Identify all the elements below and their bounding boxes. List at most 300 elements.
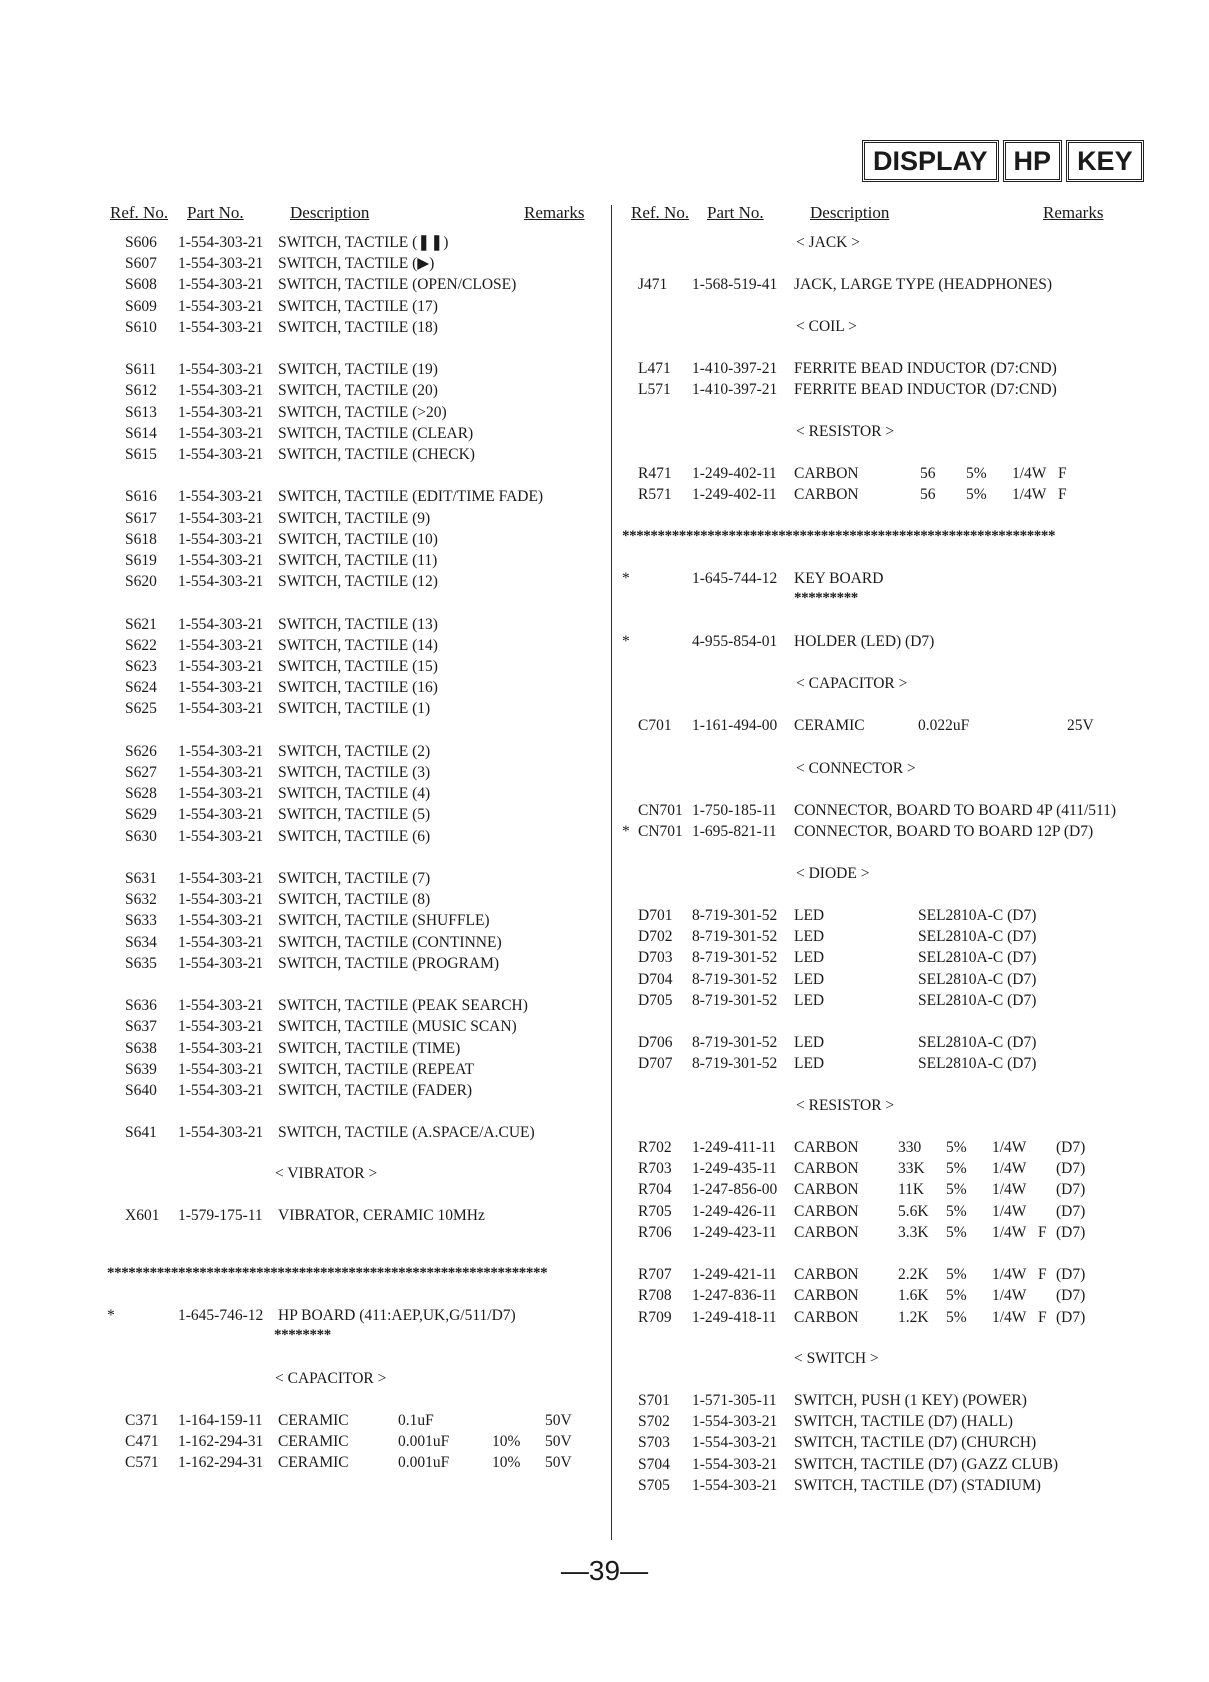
value: 5.6K (898, 1202, 929, 1220)
description: SWITCH, TACTILE (15) (278, 658, 438, 675)
value: 0.001uF (398, 1433, 450, 1451)
description: SWITCH, TACTILE (16) (278, 679, 438, 697)
ref-no: L471 (638, 360, 671, 377)
ref-no: CN701 (638, 823, 683, 841)
part-no: 1-249-402-11 (692, 486, 777, 504)
wattage: 1/4W (1012, 486, 1047, 504)
description: SWITCH, TACTILE (TIME) (278, 1039, 461, 1057)
wattage: 1/4W (992, 1287, 1027, 1305)
description: SWITCH, TACTILE (10) (278, 530, 438, 548)
ref-no: S621 (125, 615, 157, 633)
jack-heading: < JACK > (796, 234, 860, 251)
ref-no: S630 (125, 827, 157, 845)
resistor-heading-2: < RESISTOR > (796, 1097, 895, 1114)
description: SWITCH, TACTILE (>20) (278, 403, 447, 421)
part-no: 1-554-303-21 (178, 1018, 264, 1036)
description: HOLDER (LED) (D7) (794, 633, 935, 650)
part-no: 1-750-185-11 (692, 802, 777, 819)
description: SWITCH, TACTILE (18) (278, 318, 438, 336)
description: CONNECTOR, BOARD TO BOARD 4P (411/511) (794, 802, 1117, 819)
part-no: 1-645-746-12 (178, 1307, 264, 1324)
value: 33K (898, 1160, 925, 1178)
section-tabs (862, 140, 1144, 182)
part-no: 1-554-303-21 (178, 276, 264, 294)
description: SWITCH, TACTILE (1) (278, 700, 431, 718)
ref-no: C371 (125, 1412, 159, 1429)
ref-no: S624 (125, 679, 157, 697)
description: CARBON (794, 1287, 859, 1305)
part-no: 1-554-303-21 (178, 1060, 264, 1078)
connector-heading: < CONNECTOR > (796, 760, 916, 777)
separator-stars: ************************************************************** (107, 1265, 548, 1281)
part-no: 1-554-303-21 (692, 1413, 778, 1431)
description: SWITCH, TACTILE (D7) (GAZZ CLUB) (794, 1455, 1059, 1473)
part-no: 8-719-301-52 (692, 949, 778, 967)
part-no: 8-719-301-52 (692, 907, 778, 924)
diode-heading: < DIODE > (796, 865, 870, 882)
description: HP BOARD (411:AEP,UK,G/511/D7) (278, 1307, 516, 1324)
page-number: —39— (560, 1555, 649, 1586)
board-underline: ******** (274, 1327, 331, 1343)
description: JACK, LARGE TYPE (HEADPHONES) (794, 276, 1053, 293)
description: SWITCH, TACTILE (11) (278, 552, 438, 569)
part-no: 1-554-303-21 (178, 997, 264, 1015)
ref-no: R706 (638, 1223, 672, 1241)
header-part-left: Part No. (187, 203, 244, 222)
wattage: 1/4W (992, 1223, 1027, 1241)
description: SWITCH, TACTILE (MUSIC SCAN) (278, 1018, 517, 1036)
value: 0.1uF (398, 1412, 434, 1429)
ref-no: D707 (638, 1055, 673, 1073)
tolerance: 5% (966, 486, 987, 504)
flag: F (1058, 486, 1067, 504)
description: LED (794, 928, 825, 946)
header-desc-left: Description (290, 203, 370, 222)
part-no: 1-249-402-11 (692, 465, 777, 482)
description: SWITCH, TACTILE (D7) (CHURCH) (794, 1434, 1037, 1452)
tolerance: 5% (946, 1181, 967, 1199)
remarks: SEL2810A-C (D7) (918, 1055, 1037, 1073)
header-ref-left: Ref. No. (110, 203, 169, 222)
ref-no: S608 (125, 276, 157, 294)
ref-no: R708 (638, 1287, 672, 1305)
part-no: 1-554-303-21 (178, 615, 264, 633)
vibrator-heading: < VIBRATOR > (275, 1165, 378, 1182)
part-no: 1-554-303-21 (178, 806, 264, 824)
capacitor-heading: < CAPACITOR > (275, 1370, 387, 1387)
part-no: 1-554-303-21 (178, 552, 264, 569)
part-no: 8-719-301-52 (692, 1034, 778, 1052)
ref-no: D705 (638, 991, 673, 1009)
part-no: 1-554-303-21 (178, 742, 264, 760)
description: SWITCH, TACTILE (20) (278, 382, 438, 400)
remarks: SEL2810A-C (D7) (918, 970, 1037, 988)
ref-no: R571 (638, 486, 672, 504)
part-no: 1-554-303-21 (178, 234, 264, 251)
ref-no: S635 (125, 954, 157, 972)
description: SWITCH, TACTILE (4) (278, 785, 431, 803)
ref-no: CN701 (638, 802, 683, 819)
asterisk-mark: * (622, 570, 630, 587)
voltage: 50V (545, 1412, 572, 1429)
ref-no: S609 (125, 297, 157, 315)
part-no: 8-719-301-52 (692, 991, 778, 1009)
ref-no: S639 (125, 1060, 157, 1078)
description: SWITCH, TACTILE (▶) (278, 255, 435, 273)
ref-no: S619 (125, 552, 157, 569)
wattage: 1/4W (1012, 465, 1047, 482)
part-no: 1-554-303-21 (692, 1434, 778, 1452)
description: FERRITE BEAD INDUCTOR (D7:CND) (794, 381, 1057, 399)
description: SWITCH, TACTILE (A.SPACE/A.CUE) (278, 1124, 535, 1142)
ref-no: S614 (125, 424, 157, 442)
value: 0.022uF (918, 717, 970, 734)
resistor-heading: < RESISTOR > (796, 423, 895, 440)
ref-no: D703 (638, 949, 673, 967)
remarks: (D7) (1056, 1160, 1086, 1178)
description: SWITCH, TACTILE (CLEAR) (278, 424, 474, 442)
part-no: 8-719-301-52 (692, 1055, 778, 1073)
ref-no: S631 (125, 870, 157, 887)
ref-no: D706 (638, 1034, 673, 1052)
part-no: 1-249-421-11 (692, 1266, 777, 1284)
description: CARBON (794, 1202, 859, 1220)
description: SWITCH, TACTILE (REPEAT (278, 1060, 475, 1078)
part-no: 1-554-303-21 (178, 424, 264, 442)
description: SWITCH, TACTILE (EDIT/TIME FADE) (278, 488, 544, 506)
part-no: 1-247-836-11 (692, 1287, 777, 1305)
description: SWITCH, TACTILE (13) (278, 615, 438, 633)
asterisk-mark: * (622, 633, 630, 650)
description: CONNECTOR, BOARD TO BOARD 12P (D7) (794, 823, 1094, 841)
description: SWITCH, TACTILE (2) (278, 742, 431, 760)
value: 0.001uF (398, 1454, 450, 1472)
description: CARBON (794, 1181, 859, 1199)
description: CERAMIC (794, 717, 865, 734)
description: CARBON (794, 1308, 859, 1326)
tab-hp: HP (1003, 140, 1063, 182)
part-no: 1-249-418-11 (692, 1308, 777, 1326)
part-no: 1-554-303-21 (178, 912, 264, 930)
description: SWITCH, TACTILE (12) (278, 573, 438, 591)
tolerance: 5% (946, 1308, 967, 1326)
description: SWITCH, TACTILE (SHUFFLE) (278, 912, 490, 930)
description: KEY BOARD (794, 570, 884, 587)
ref-no: S615 (125, 446, 157, 463)
ref-no: S622 (125, 636, 157, 654)
ref-no: S613 (125, 403, 157, 421)
description: SWITCH, TACTILE (8) (278, 891, 431, 909)
ref-no: S640 (125, 1082, 157, 1099)
description: CARBON (794, 486, 859, 504)
part-no: 1-554-303-21 (692, 1455, 778, 1473)
switch-heading: < SWITCH > (794, 1350, 879, 1367)
flag: F (1058, 465, 1067, 482)
description: SWITCH, TACTILE (❚❚) (278, 234, 449, 251)
part-no: 1-571-305-11 (692, 1392, 777, 1409)
description: LED (794, 991, 825, 1009)
description: LED (794, 907, 825, 924)
part-no: 1-554-303-21 (178, 764, 264, 781)
description: CARBON (794, 1223, 859, 1241)
description: FERRITE BEAD INDUCTOR (D7:CND) (794, 360, 1057, 377)
value: 56 (920, 465, 936, 482)
ref-no: S627 (125, 764, 157, 781)
ref-no: X601 (125, 1207, 160, 1224)
description: SWITCH, TACTILE (9) (278, 509, 431, 527)
tolerance: 5% (946, 1287, 967, 1305)
wattage: 1/4W (992, 1266, 1027, 1284)
description: CARBON (794, 465, 859, 482)
tolerance: 5% (946, 1139, 967, 1156)
part-no: 1-554-303-21 (178, 1124, 264, 1142)
ref-no: S702 (638, 1413, 670, 1431)
ref-no: S625 (125, 700, 157, 718)
wattage: 1/4W (992, 1160, 1027, 1178)
part-no: 1-554-303-21 (178, 488, 264, 506)
part-no: 1-695-821-11 (692, 823, 777, 841)
part-no: 1-554-303-21 (178, 870, 264, 887)
description: SWITCH, TACTILE (7) (278, 870, 431, 887)
part-no: 1-410-397-21 (692, 381, 778, 399)
header-remarks-left: Remarks (524, 203, 585, 222)
column-divider (611, 205, 612, 1540)
description: SWITCH, TACTILE (17) (278, 297, 438, 315)
ref-no: S606 (125, 234, 157, 251)
tolerance: 5% (946, 1160, 967, 1178)
ref-no: S701 (638, 1392, 670, 1409)
ref-no: S628 (125, 785, 157, 803)
asterisk-mark: * (107, 1307, 115, 1324)
part-no: 1-554-303-21 (178, 573, 264, 591)
remarks: SEL2810A-C (D7) (918, 1034, 1037, 1052)
value: 330 (898, 1139, 922, 1156)
part-no: 1-554-303-21 (178, 318, 264, 336)
part-no: 1-554-303-21 (178, 530, 264, 548)
part-no: 1-554-303-21 (178, 785, 264, 803)
description: CARBON (794, 1266, 859, 1284)
remarks: (D7) (1056, 1287, 1086, 1305)
description: SWITCH, TACTILE (OPEN/CLOSE) (278, 276, 517, 294)
description: CARBON (794, 1139, 859, 1156)
ref-no: R705 (638, 1202, 672, 1220)
part-no: 1-554-303-21 (178, 361, 264, 379)
ref-no: R709 (638, 1308, 672, 1326)
part-no: 8-719-301-52 (692, 928, 778, 946)
ref-no: S607 (125, 255, 157, 273)
description: SWITCH, TACTILE (D7) (STADIUM) (794, 1476, 1041, 1494)
part-no: 1-162-294-31 (178, 1454, 264, 1472)
voltage: 50V (545, 1433, 572, 1451)
asterisk-mark: * (622, 823, 630, 841)
tolerance: 5% (946, 1266, 967, 1284)
ref-no: S618 (125, 530, 157, 548)
voltage: 50V (545, 1454, 572, 1472)
remarks: (D7) (1056, 1139, 1086, 1156)
part-no: 4-955-854-01 (692, 633, 778, 650)
ref-no: S638 (125, 1039, 157, 1057)
part-no: 1-161-494-00 (692, 717, 778, 734)
ref-no: C571 (125, 1454, 159, 1472)
flag: F (1038, 1308, 1047, 1326)
wattage: 1/4W (992, 1308, 1027, 1326)
ref-no: C471 (125, 1433, 159, 1451)
part-no: 1-554-303-21 (178, 446, 264, 463)
description: SWITCH, TACTILE (FADER) (278, 1082, 473, 1099)
tolerance: 10% (492, 1454, 521, 1472)
description: SWITCH, TACTILE (CHECK) (278, 446, 475, 463)
description: CERAMIC (278, 1454, 349, 1472)
part-no: 1-554-303-21 (178, 658, 264, 675)
tolerance: 5% (966, 465, 987, 482)
header-ref-right: Ref. No. (631, 203, 690, 222)
ref-no: S612 (125, 382, 157, 400)
value: 1.2K (898, 1308, 929, 1326)
flag: F (1038, 1266, 1047, 1284)
description: VIBRATOR, CERAMIC 10MHz (278, 1207, 485, 1224)
key-board-underline: ********* (794, 590, 858, 606)
coil-heading: < COIL > (796, 318, 857, 335)
ref-no: R471 (638, 465, 672, 482)
description: SWITCH, TACTILE (19) (278, 361, 438, 379)
part-no: 1-554-303-21 (178, 403, 264, 421)
wattage: 1/4W (992, 1202, 1027, 1220)
part-no: 1-579-175-11 (178, 1207, 263, 1224)
ref-no: D701 (638, 907, 673, 924)
part-no: 1-249-426-11 (692, 1202, 777, 1220)
ref-no: S704 (638, 1455, 670, 1473)
remarks: (D7) (1056, 1266, 1086, 1284)
description: LED (794, 970, 825, 988)
part-no: 1-554-303-21 (178, 509, 264, 527)
description: SWITCH, TACTILE (PEAK SEARCH) (278, 997, 528, 1015)
ref-no: R704 (638, 1181, 672, 1199)
capacitor-heading: < CAPACITOR > (796, 675, 908, 692)
part-no: 1-247-856-00 (692, 1181, 778, 1199)
description: SWITCH, TACTILE (14) (278, 636, 438, 654)
header-part-right: Part No. (707, 203, 764, 222)
part-no: 1-645-744-12 (692, 570, 778, 587)
description: LED (794, 949, 825, 967)
tolerance: 10% (492, 1433, 521, 1451)
tab-key: KEY (1066, 140, 1144, 182)
part-no: 1-554-303-21 (178, 1082, 264, 1099)
ref-no: S636 (125, 997, 157, 1015)
description: SWITCH, TACTILE (3) (278, 764, 431, 781)
part-no: 1-249-435-11 (692, 1160, 777, 1178)
ref-no: S633 (125, 912, 157, 930)
tolerance: 5% (946, 1202, 967, 1220)
ref-no: S626 (125, 742, 157, 760)
ref-no: D704 (638, 970, 673, 988)
description: SWITCH, PUSH (1 KEY) (POWER) (794, 1392, 1027, 1409)
value: 11K (898, 1181, 925, 1199)
ref-no: J471 (638, 276, 668, 293)
ref-no: S616 (125, 488, 157, 506)
ref-no: S611 (125, 361, 157, 379)
remarks: (D7) (1056, 1202, 1086, 1220)
part-no: 1-554-303-21 (178, 679, 264, 697)
ref-no: R702 (638, 1139, 672, 1156)
ref-no: R707 (638, 1266, 672, 1284)
part-no: 1-554-303-21 (692, 1476, 778, 1494)
tolerance: 5% (946, 1223, 967, 1241)
header-desc-right: Description (810, 203, 890, 222)
ref-no: S617 (125, 509, 157, 527)
remarks: (D7) (1056, 1223, 1086, 1241)
ref-no: R703 (638, 1160, 672, 1178)
part-no: 1-554-303-21 (178, 1039, 264, 1057)
part-no: 1-554-303-21 (178, 954, 264, 972)
remarks: SEL2810A-C (D7) (918, 991, 1037, 1009)
description: SWITCH, TACTILE (PROGRAM) (278, 954, 500, 972)
ref-no: S703 (638, 1434, 670, 1452)
part-no: 1-554-303-21 (178, 297, 264, 315)
ref-no: S629 (125, 806, 157, 824)
wattage: 1/4W (992, 1139, 1027, 1156)
part-no: 1-568-519-41 (692, 276, 778, 293)
ref-no: S620 (125, 573, 157, 591)
tab-display: DISPLAY (862, 140, 999, 182)
remarks: SEL2810A-C (D7) (918, 928, 1037, 946)
ref-no: S610 (125, 318, 157, 336)
part-no: 1-410-397-21 (692, 360, 778, 377)
description: CARBON (794, 1160, 859, 1178)
remarks: SEL2810A-C (D7) (918, 907, 1037, 924)
wattage: 1/4W (992, 1181, 1027, 1199)
part-no: 1-249-423-11 (692, 1223, 777, 1241)
part-no: 1-249-411-11 (692, 1139, 777, 1156)
part-no: 1-162-294-31 (178, 1433, 264, 1451)
ref-no: S637 (125, 1018, 157, 1036)
remarks: (D7) (1056, 1181, 1086, 1199)
part-no: 1-164-159-11 (178, 1412, 263, 1429)
header-remarks-right: Remarks (1043, 203, 1104, 222)
ref-no: C701 (638, 717, 672, 734)
part-no: 1-554-303-21 (178, 700, 264, 718)
part-no: 1-554-303-21 (178, 382, 264, 400)
part-no: 8-719-301-52 (692, 970, 778, 988)
description: LED (794, 1034, 825, 1052)
description: CERAMIC (278, 1412, 349, 1429)
remarks: SEL2810A-C (D7) (918, 949, 1037, 967)
part-no: 1-554-303-21 (178, 933, 264, 951)
ref-no: D702 (638, 928, 673, 946)
ref-no: S623 (125, 658, 157, 675)
ref-no: S641 (125, 1124, 157, 1142)
flag: F (1038, 1223, 1047, 1241)
part-no: 1-554-303-21 (178, 891, 264, 909)
value: 56 (920, 486, 936, 504)
part-no: 1-554-303-21 (178, 636, 264, 654)
description: SWITCH, TACTILE (D7) (HALL) (794, 1413, 1013, 1431)
description: SWITCH, TACTILE (5) (278, 806, 431, 824)
description: LED (794, 1055, 825, 1073)
ref-no: L571 (638, 381, 671, 399)
value: 1.6K (898, 1287, 929, 1305)
remarks: (D7) (1056, 1308, 1086, 1326)
description: SWITCH, TACTILE (CONTINNE) (278, 933, 502, 951)
voltage: 25V (1067, 717, 1094, 734)
description: SWITCH, TACTILE (6) (278, 827, 431, 845)
part-no: 1-554-303-21 (178, 827, 264, 845)
separator-stars: ************************************************************* (622, 528, 1056, 544)
description: CERAMIC (278, 1433, 349, 1451)
part-no: 1-554-303-21 (178, 255, 264, 273)
value: 3.3K (898, 1223, 929, 1241)
ref-no: S634 (125, 933, 157, 951)
value: 2.2K (898, 1266, 929, 1284)
